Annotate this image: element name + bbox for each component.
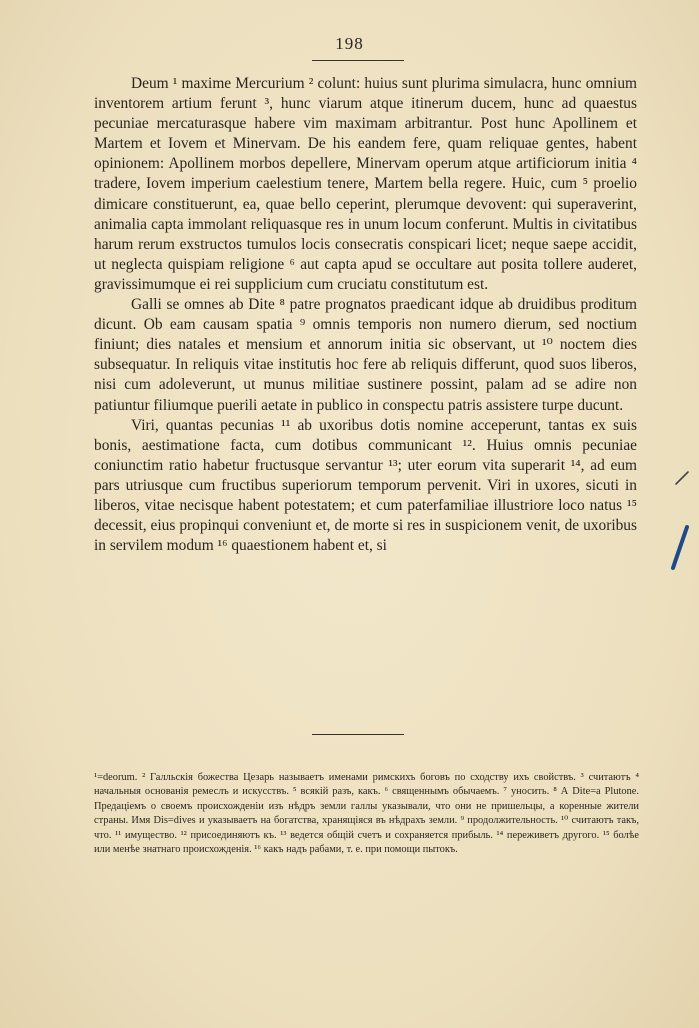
header-rule: [312, 60, 404, 61]
ink-stroke-mark: [668, 524, 692, 572]
footnote-rule: [312, 734, 404, 735]
paragraph-2: Galli se omnes ab Dite ⁸ patre prognatos praedicant idque ab druidibus proditum dicunt. Ob eam causam spatia ⁹ omnis temporis non numero dierum, sed noctium finiunt; dies natales et mensium et annorum initia sic observant, ut ¹⁰ noctem dies subsequatur. In reliquis vitae institutis hoc fere ab reliquis differunt, quod suos liberos, nisi cum adoleverunt, ut munus militiae sustinere possint, palam ad se adire non patiuntur filiumque puerili aetate in publico in conspectu patris assistere turpe ducunt.: [94, 296, 637, 414]
main-text: [94, 74, 637, 556]
page-number: 198: [335, 34, 364, 53]
pencil-tick-mark: [674, 468, 690, 488]
paragraph-1: Deum ¹ maxime Mercurium ² colunt: huius sunt plurima simulacra, hunc omnium inventorem artium ferunt ³, hunc viarum atque itinerum ducem, hunc ad quaestus pecuniae mercaturasque habere vim maximam arbitrantur. Post hunc Apollinem et Martem et Iovem et Minervam. De his eandem fere, quam reliquae gentes, habent opinionem: Apollinem morbos depellere, Minervam operum atque artificiorum initia ⁴ tradere, Iovem imperium caelestium tenere, Martem bella regere. Huic, cum ⁵ proelio dimicare constituerunt, ea, quae bello ceperint, plerumque devovent: qui superaverint, animalia capta immolant reliquasque res in unum locum conferunt. Multis in civitatibus harum rerum exstructos tumulos locis consecratis conspicari licet; neque saepe accidit, ut neglecta quispiam religione ⁶ aut capta apud se occultare aut posita tollere auderet, gravissimumque ei rei supplicium cum cruciatu constitutum est.: [94, 75, 637, 293]
paragraph-3: Viri, quantas pecunias ¹¹ ab uxoribus dotis nomine acceperunt, tantas ex suis bonis, aestimatione facta, cum dotibus communicant ¹². Huius omnis pecuniae coniunctim ratio habetur fructusque servantur ¹³; uter eorum vita superarit ¹⁴, ad eum pars utriusque cum fructibus superiorum temporum pervenit. Viri in uxores, sicuti in liberos, vitae necisque habent potestatem; et cum paterfamiliae illustriore loco natus ¹⁵ decessit, eius propinqui conveniunt et, de morte si res in suspicionem venit, de uxoribus in servilem modum ¹⁶ quaestionem habent et, si: [94, 416, 637, 555]
footnote-text: ¹=deorum. ² Галльскія божества Цезарь называетъ именами римскихъ боговъ по сходству ихъ свойствъ. ³ считаютъ ⁴ начальныя основанія ремеслъ и искусствъ. ⁵ всякій разъ, какъ. ⁶ священнымъ обычаемъ. ⁷ уносить. ⁸ А Dite=a Plutone. Предаціемъ о своемъ происхожденіи изъ нѣдръ земли галлы указывали, что они не пришельцы, а коренные жители страны. Имя Dis=dives и указываетъ на богатства, хранящіяся въ нѣдрахъ земли. ⁹ продолжительность. ¹⁰ считаютъ такъ, что. ¹¹ имущество. ¹² присоединяютъ къ. ¹³ ведется общій счетъ и сохраняется прибыль. ¹⁴ переживетъ другого. ¹⁵ болѣе или менѣе знатнаго происхожденія. ¹⁶ какъ надъ рабами, т. е. при помощи пытокъ.: [94, 772, 639, 856]
footnotes: [94, 771, 639, 857]
